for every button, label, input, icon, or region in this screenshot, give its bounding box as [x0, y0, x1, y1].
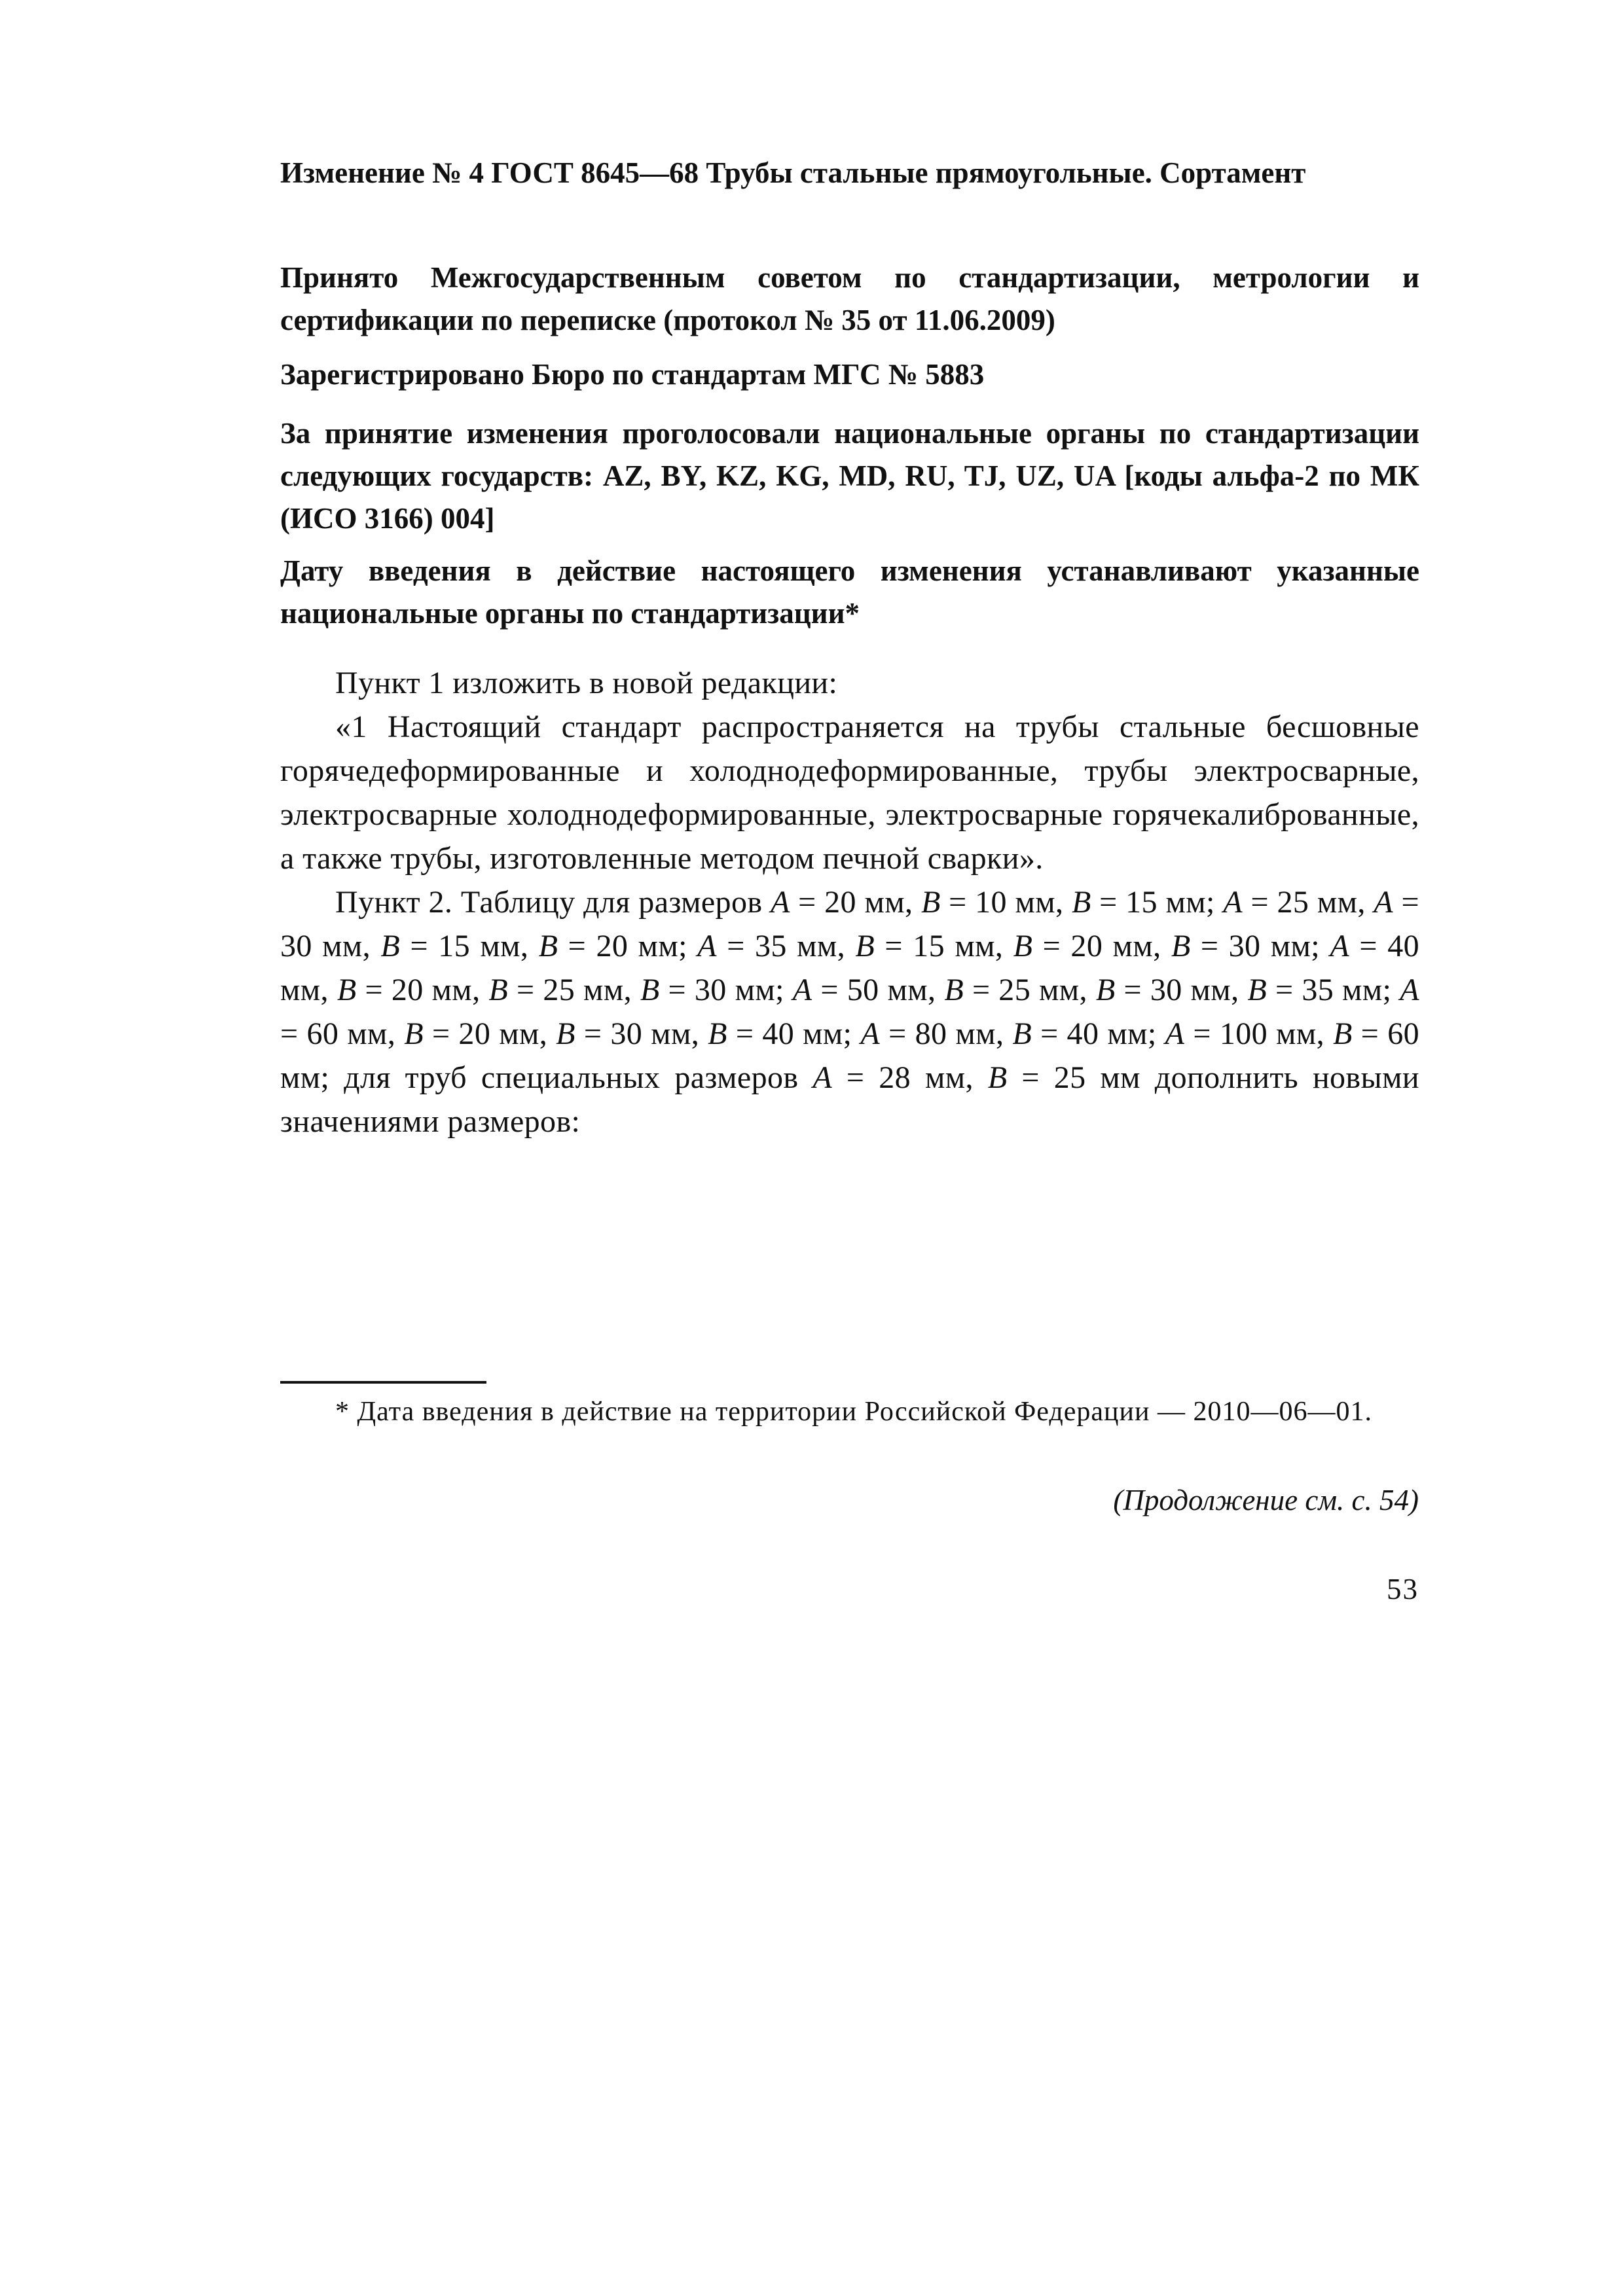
adoption-note: Принято Межгосударственным советом по стандартизации, метрологии и сертификации по переписке (протокол № 35 от 11.06.2009): [280, 261, 1419, 336]
footnote: * Дата введения в действие на территории Российской Федерации — 2010—06—01.: [335, 1397, 1372, 1427]
item1-text: «1 Настоящий стандарт распространяется на трубы стальные бесшовные горячедеформированные и холоднодеформированные, трубы электросварные, электросварные холоднодеформированные, электросварные горячекалиброванные, а также трубы, изготовленные методом печной сварки».: [280, 709, 1419, 876]
footnote-divider: [280, 1381, 486, 1384]
amendment-body: [280, 661, 1419, 1143]
page-number: 53: [1387, 1573, 1419, 1605]
effective-date-note: Дату введения в действие настоящего изменения устанавливают указанные национальные органы по стандартизации*: [280, 554, 1419, 630]
amendment-title: Изменение № 4 ГОСТ 8645—68 Трубы стальные прямоугольные. Сортамент: [280, 156, 1306, 189]
continued-note: (Продолжение см. с. 54): [1113, 1484, 1419, 1516]
item2-text: Пункт 2. Таблицу для размеров A = 20 мм, B = 10 мм, B = 15 мм; A = 25 мм, A = 30 мм, B = 15 мм, B = 20 мм; A = 35 мм, B = 15 мм, B = 20 мм, B = 30 мм; A = 40 мм, B = 20 мм, B = 25 мм, B = 30 мм; A = 50 мм, B = 25 мм, B = 30 мм, B = 35 мм; A = 60 мм, B = 20 мм, B = 30 мм, B = 40 мм; A = 80 мм, B = 40 мм; A = 100 мм, B = 60 мм; для труб специальных размеров A = 28 мм, B = 25 мм дополнить новыми значениями размеров:: [280, 885, 1420, 1139]
registration-note: Зарегистрировано Бюро по стандартам МГС № 5883: [280, 358, 985, 391]
voting-note: За принятие изменения проголосовали национальные органы по стандартизации следующих государств: AZ, BY, KZ, KG, MD, RU, TJ, UZ, UA [коды альфа-2 по МК (ИСО 3166) 004]: [280, 417, 1419, 535]
item1-intro: Пункт 1 изложить в новой редакции:: [335, 666, 838, 700]
